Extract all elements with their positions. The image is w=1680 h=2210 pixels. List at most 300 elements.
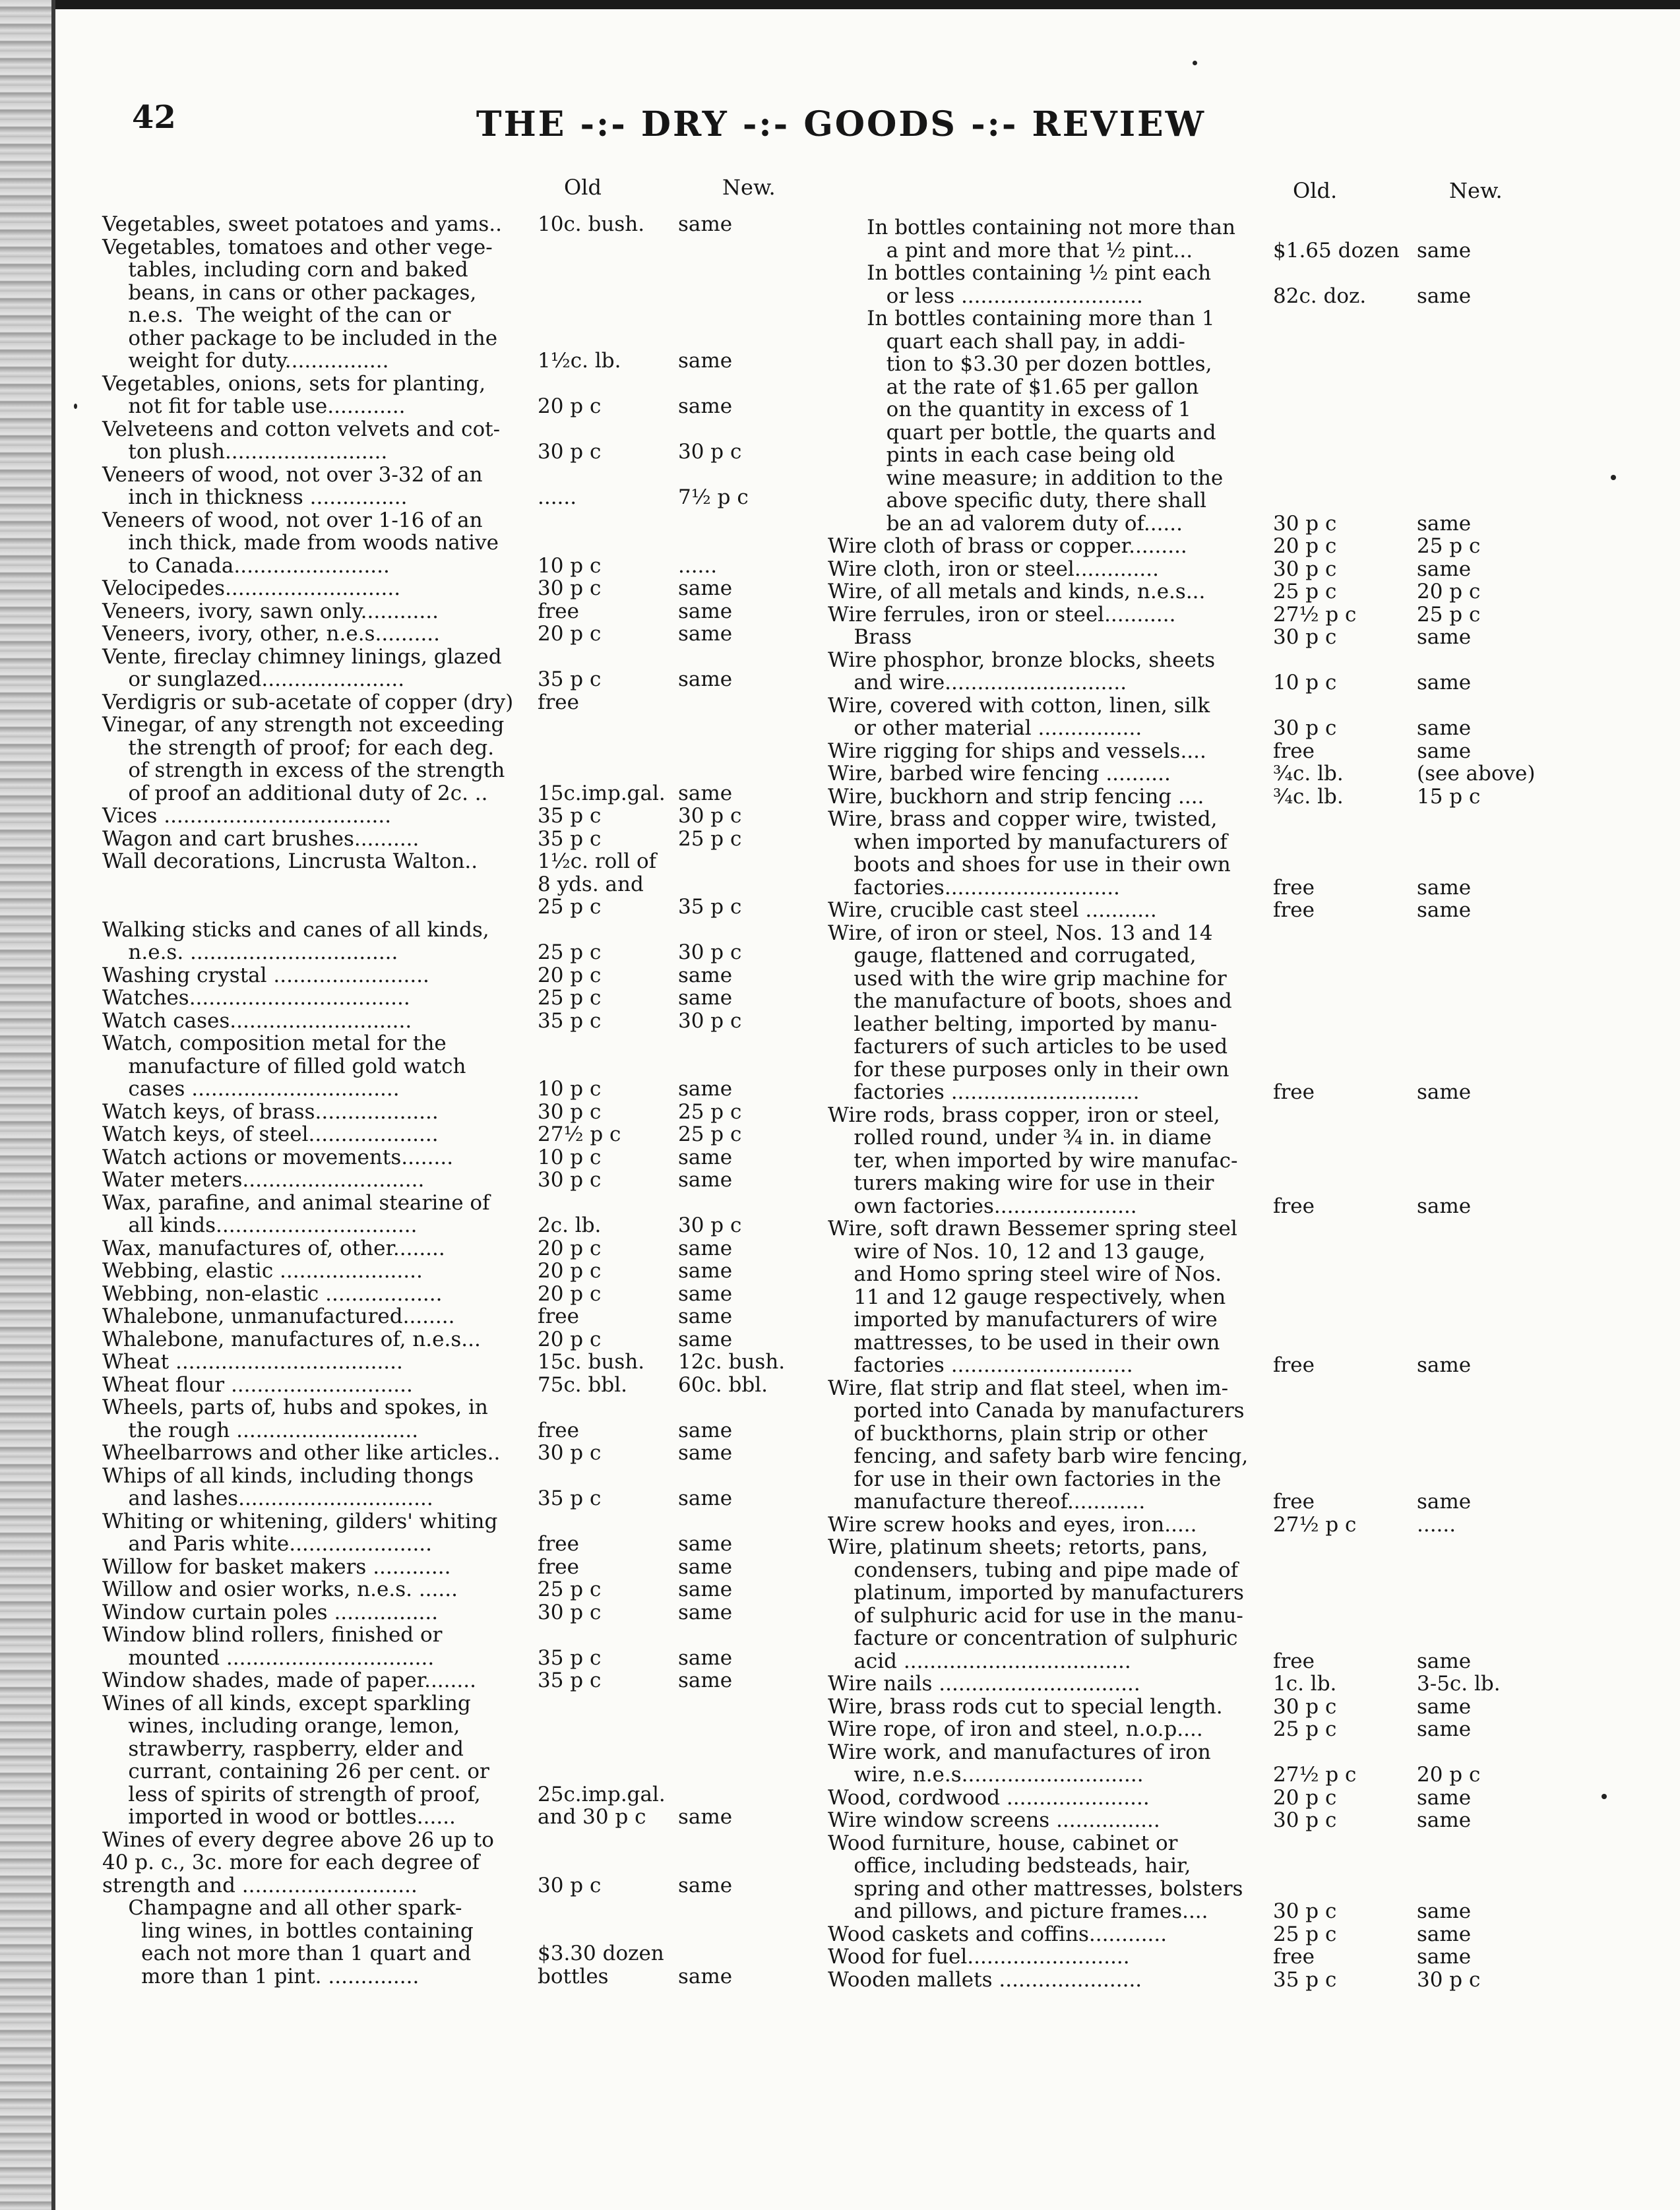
new-rate: 30 p c	[678, 804, 742, 828]
tariff-entry	[102, 1351, 785, 1374]
old-rate: 75c. bbl.	[538, 1372, 627, 1397]
item-description: Whalebone, unmanufactured........	[102, 1305, 455, 1328]
old-rate: 25 p c	[1273, 580, 1337, 603]
right-column	[828, 178, 1560, 1991]
old-rate: free	[538, 1554, 579, 1579]
tariff-entry	[102, 1260, 785, 1283]
new-rate: same	[1417, 1808, 1472, 1832]
new-rate: same	[678, 622, 733, 646]
item-description: Wagon and cart brushes..........	[102, 826, 420, 851]
new-rate: same	[1417, 1694, 1472, 1719]
new-rate: same	[678, 349, 733, 373]
new-rate: 30 p c	[678, 940, 742, 964]
new-rate: same	[678, 1578, 733, 1601]
item-description: Whiting or whitening, gilders' whiting and Paris white......................	[102, 1509, 498, 1556]
item-description: Willow for basket makers ............	[102, 1554, 451, 1579]
tariff-entry	[102, 964, 785, 987]
tariff-entry	[102, 1305, 785, 1328]
item-description: Wire, buckhorn and strip fencing ....	[828, 784, 1204, 809]
item-description: Vente, fireclay chimney linings, glazed or sunglazed......................	[102, 644, 502, 691]
item-description: Wire, barbed wire fencing ..........	[828, 762, 1171, 785]
tariff-entry	[102, 1283, 785, 1306]
old-rate: 35 p c	[538, 1008, 602, 1033]
tariff-entry	[828, 580, 1560, 603]
item-description: Wood caskets and coffins............	[828, 1922, 1167, 1946]
old-rate: 35 p c	[1273, 1967, 1337, 1992]
item-description: Veneers of wood, not over 3-32 of an inch in thickness ...............	[102, 462, 483, 509]
item-description: Walking sticks and canes of all kinds, n.e.s. ................................	[102, 917, 489, 964]
tariff-entry	[102, 1032, 785, 1101]
new-rate: same	[678, 1236, 733, 1260]
item-description: Wire, brass and copper wire, twisted, when imported by manufacturers of boots and shoes for use in their own factories...........................	[828, 807, 1231, 900]
new-rate: same	[678, 667, 733, 691]
new-rate: 30 p c	[678, 1213, 742, 1237]
tariff-entry	[102, 1101, 785, 1124]
tariff-entry	[102, 691, 785, 714]
new-rate: same	[678, 963, 733, 987]
item-description: Wax, parafine, and animal stearine of all kinds...............................	[102, 1190, 490, 1237]
old-rate: 20 p c	[538, 394, 602, 418]
item-description: Watch actions or movements........	[102, 1145, 454, 1169]
old-rate: 1c. lb.	[1273, 1672, 1337, 1696]
item-description: In bottles containing not more than a pint and more that ½ pint...	[867, 216, 1235, 262]
old-rate: 35 p c	[538, 1487, 602, 1510]
item-description: Verdigris or sub-acetate of copper (dry)	[102, 690, 514, 714]
new-rate: 15 p c	[1417, 784, 1481, 809]
new-rate: 25 p c	[1417, 602, 1481, 627]
old-rate: 30 p c	[538, 1600, 602, 1624]
tariff-entry	[102, 805, 785, 828]
item-description: Wire, of all metals and kinds, n.e.s...	[828, 580, 1206, 603]
item-description	[102, 873, 528, 896]
item-description: Wire nails ...............................	[828, 1672, 1140, 1696]
item-description: Willow and osier works, n.e.s. ......	[102, 1578, 458, 1601]
old-rate: ¾c. lb.	[1273, 762, 1344, 785]
tariff-entry	[102, 873, 785, 896]
new-rate: same	[1417, 1490, 1472, 1514]
old-rate: free	[1273, 1353, 1315, 1377]
old-rate: free	[1273, 1649, 1315, 1673]
old-rate: 20 p c	[1273, 1785, 1337, 1810]
new-rate: same	[1417, 716, 1472, 740]
old-rate: 30 p c	[538, 1099, 602, 1124]
new-rate: same	[1417, 557, 1472, 581]
new-rate: same	[678, 1805, 733, 1829]
new-rate: same	[678, 1600, 733, 1624]
old-rate: 30 p c	[1273, 1694, 1337, 1719]
old-rate: ¾c. lb.	[1273, 784, 1344, 809]
item-description: Wire, brass rods cut to special length.	[828, 1694, 1223, 1719]
old-rate: 15c.imp.gal.	[538, 781, 666, 805]
page-gutter-shadow	[51, 0, 55, 2210]
new-rate: same	[678, 599, 733, 623]
new-rate: ......	[1417, 1512, 1456, 1537]
item-description: In bottles containing more than 1 quart each shall pay, in addi- tion to $3.30 per dozen bottles, at the rate of $1.65 per gallon on the quantity in excess of 1 quart per bottle, the quarts and pints in each case being old wine measure; in addition to the above specific duty, there shall be an ad valorem duty of......	[867, 307, 1224, 536]
new-rate: same	[678, 1532, 733, 1556]
old-rate: free	[1273, 739, 1315, 763]
old-rate: 35 p c	[538, 1669, 602, 1692]
tariff-entry	[828, 1673, 1560, 1696]
tariff-entry	[102, 1328, 785, 1351]
new-rate: same	[678, 1281, 733, 1306]
old-rate: 10 p c	[538, 1077, 602, 1101]
tariff-entry	[828, 535, 1560, 558]
scan-speck	[1602, 1794, 1607, 1799]
new-rate: same	[1417, 511, 1472, 536]
new-rate: same	[678, 1327, 733, 1351]
new-rate: same	[678, 394, 733, 418]
item-description: Webbing, non-elastic ..................	[102, 1281, 443, 1306]
old-rate: free	[538, 599, 579, 623]
tariff-entry	[828, 307, 1560, 535]
item-description: Wire, covered with cotton, linen, silk or other material ................	[828, 693, 1210, 740]
tariff-entry	[828, 649, 1560, 694]
item-description: Vegetables, sweet potatoes and yams..	[102, 212, 503, 236]
new-rate: same	[1417, 1922, 1472, 1946]
tariff-entry	[828, 899, 1560, 922]
new-rate: same	[1417, 1649, 1472, 1673]
item-description: Wall decorations, Lincrusta Walton..	[102, 849, 478, 873]
item-description: Wooden mallets ......................	[828, 1967, 1142, 1992]
old-rate: 20 p c	[538, 1236, 602, 1260]
old-rate: 27½ p c	[1273, 602, 1357, 627]
old-rate: free	[1273, 875, 1315, 900]
old-rate: 10c. bush.	[538, 212, 645, 236]
item-description: Wire screw hooks and eyes, iron.....	[828, 1512, 1197, 1537]
tariff-entry	[102, 418, 785, 464]
new-rate: same	[678, 1441, 733, 1465]
new-rate: ......	[678, 553, 718, 578]
new-rate: (see above)	[1417, 762, 1536, 785]
item-description: Whalebone, manufactures of, n.e.s...	[102, 1327, 481, 1351]
tariff-entry	[102, 1624, 785, 1669]
tariff-entry	[102, 1829, 785, 1897]
old-rate: 25c.imp.gal. and 30 p c	[538, 1782, 666, 1829]
old-rate: 1½c. roll of	[538, 849, 657, 873]
masthead-title: THE -:- DRY -:- GOODS -:- REVIEW	[476, 104, 1206, 144]
new-rate-header: New.	[722, 175, 776, 200]
item-description: Wines of all kinds, except sparkling wines, including orange, lemon, strawberry, raspberry, elder and currant, containing 26 per cent. or less of spirits of strength of proof, imported in wood or bottles......	[102, 1691, 489, 1829]
tariff-entry	[102, 1556, 785, 1579]
item-description: Velveteens and cotton velvets and cot- ton plush.........................	[102, 417, 501, 464]
tariff-entry	[828, 216, 1560, 262]
old-rate: 82c. doz.	[1273, 284, 1367, 308]
tariff-entry	[102, 987, 785, 1010]
old-rate: free	[538, 1532, 579, 1556]
new-rate: same	[1417, 625, 1472, 649]
new-rate: same	[1417, 238, 1472, 262]
item-description	[102, 896, 528, 919]
new-rate: 30 p c	[678, 1008, 742, 1033]
tariff-entry	[102, 1169, 785, 1192]
tariff-entry	[102, 373, 785, 418]
item-description: Wire cloth of brass or copper.........	[828, 534, 1187, 558]
item-description: Window curtain poles ................	[102, 1600, 439, 1624]
old-rate: 20 p c	[538, 622, 602, 646]
tariff-entry	[102, 577, 785, 600]
old-rate: 35 p c	[538, 667, 602, 691]
new-rate: same	[1417, 1945, 1472, 1969]
tariff-entry	[102, 213, 785, 236]
item-description: Wire, crucible cast steel ...........	[828, 898, 1157, 922]
old-rate: 25 p c	[538, 986, 602, 1010]
new-rate: same	[678, 1873, 733, 1897]
new-rate: same	[678, 1645, 733, 1670]
new-rate: same	[678, 1964, 733, 1988]
item-description: Wire cloth, iron or steel.............	[828, 557, 1159, 581]
new-rate: 25 p c	[1417, 534, 1481, 558]
new-rate: same	[678, 781, 733, 805]
new-rate: same	[678, 1145, 733, 1169]
tariff-entry	[828, 558, 1560, 581]
tariff-entry	[828, 1696, 1560, 1719]
old-rate: $3.30 dozen bottles	[538, 1942, 664, 1988]
tariff-list	[102, 213, 785, 1988]
tariff-entry	[828, 1104, 1560, 1218]
tariff-entry	[828, 1718, 1560, 1741]
old-rate: 20 p c	[1273, 534, 1337, 558]
new-rate: same	[1417, 1785, 1472, 1810]
item-description: Wire ferrules, iron or steel...........	[828, 602, 1176, 627]
old-rate: 30 p c	[538, 1441, 602, 1465]
tariff-entry	[102, 1192, 785, 1237]
new-rate: same	[678, 212, 733, 236]
tariff-entry	[828, 1946, 1560, 1969]
new-rate: 7½ p c	[678, 485, 749, 509]
item-description: Window blind rollers, finished or mounted ................................	[102, 1623, 443, 1670]
old-rate: 35 p c	[538, 804, 602, 828]
tariff-entry	[828, 1809, 1560, 1832]
tariff-entry	[102, 1374, 785, 1397]
scan-speck	[74, 404, 77, 409]
scan-top-edge	[0, 0, 1680, 9]
old-rate: 30 p c	[538, 440, 602, 464]
tariff-entry	[828, 1787, 1560, 1810]
item-description: Wheelbarrows and other like articles..	[102, 1441, 501, 1465]
old-rate: 1½c. lb.	[538, 349, 621, 373]
new-rate: same	[1417, 1353, 1472, 1377]
old-rate: ......	[538, 485, 577, 509]
tariff-entry	[102, 896, 785, 919]
item-description: Wines of every degree above 26 up to 40 p. c., 3c. more for each degree of strength and ...........................	[102, 1827, 494, 1897]
tariff-entry	[828, 1832, 1560, 1923]
tariff-list	[828, 216, 1560, 1991]
new-rate: 25 p c	[678, 1099, 742, 1124]
new-rate: same	[678, 1259, 733, 1283]
old-rate: 30 p c	[1273, 557, 1337, 581]
new-rate: same	[678, 1554, 733, 1579]
old-rate: 30 p c	[1273, 1899, 1337, 1923]
item-description: Vegetables, tomatoes and other vege- tables, including corn and baked beans, in cans or other packages, n.e.s. The weight of the can or other package to be included in the weight for duty................	[102, 235, 498, 373]
tariff-entry	[828, 1923, 1560, 1946]
tariff-entry	[828, 626, 1560, 649]
item-description: Veneers, ivory, sawn only............	[102, 599, 439, 623]
item-description: Vices ...................................	[102, 804, 392, 828]
new-rate: same	[1417, 1194, 1472, 1218]
old-rate: 8 yds. and	[538, 872, 644, 896]
item-description: Webbing, elastic ......................	[102, 1259, 423, 1283]
tariff-entry	[102, 919, 785, 964]
tariff-entry	[102, 1237, 785, 1260]
new-rate: same	[1417, 284, 1472, 308]
item-description: Wire rigging for ships and vessels....	[828, 739, 1206, 763]
item-description: Wire, soft drawn Bessemer spring steel wire of Nos. 10, 12 and 13 gauge, and Homo spring steel wire of Nos. 11 and 12 gauge respectively, when imported by manufacturers of wire mattresses, to be used in their own factories ............................	[828, 1217, 1237, 1377]
new-rate: same	[678, 1168, 733, 1192]
new-rate-header: New.	[1449, 178, 1503, 203]
new-rate: 30 p c	[1417, 1967, 1481, 1992]
item-description: Watch keys, of brass...................	[102, 1099, 439, 1124]
old-rate: 20 p c	[538, 1259, 602, 1283]
tariff-entry	[102, 1601, 785, 1624]
page-number: 42	[132, 99, 176, 136]
new-rate: same	[1417, 1080, 1472, 1104]
item-description: Veneers of wood, not over 1-16 of an inch thick, made from woods native to Canada........................	[102, 508, 499, 578]
old-rate: free	[1273, 1490, 1315, 1514]
old-rate: 35 p c	[538, 1645, 602, 1670]
new-rate: 30 p c	[678, 440, 742, 464]
old-rate: 10 p c	[1273, 671, 1337, 694]
column-header	[828, 178, 1560, 216]
new-rate: 25 p c	[678, 1122, 742, 1146]
tariff-entry	[828, 922, 1560, 1104]
item-description: Wood for fuel.........................	[828, 1945, 1130, 1969]
new-rate: 35 p c	[678, 895, 742, 919]
new-rate: same	[1417, 671, 1472, 694]
new-rate: same	[678, 1487, 733, 1510]
tariff-entry	[102, 236, 785, 373]
item-description: Wire work, and manufactures of iron wire, n.e.s............................	[828, 1740, 1211, 1787]
tariff-entry	[828, 808, 1560, 899]
old-rate: 30 p c	[538, 1168, 602, 1192]
new-rate: same	[1417, 1899, 1472, 1923]
tariff-entry	[102, 1396, 785, 1442]
old-rate: free	[1273, 898, 1315, 922]
old-rate: free	[1273, 1194, 1315, 1218]
old-rate: free	[538, 1305, 579, 1328]
old-rate: 2c. lb.	[538, 1213, 602, 1237]
tariff-entry	[828, 785, 1560, 809]
old-rate: 25 p c	[538, 940, 602, 964]
tariff-entry	[102, 623, 785, 646]
tariff-entry	[102, 1692, 785, 1829]
scan-speck	[1611, 475, 1616, 480]
old-rate: 30 p c	[1273, 1808, 1337, 1832]
tariff-entry	[102, 600, 785, 623]
old-rate: free	[1273, 1945, 1315, 1969]
tariff-entry	[102, 1578, 785, 1601]
item-description: Velocipedes...........................	[102, 576, 401, 600]
old-rate: 20 p c	[538, 1281, 602, 1306]
tariff-entry	[102, 1465, 785, 1510]
item-description: Washing crystal ........................	[102, 963, 429, 987]
tariff-entry	[102, 714, 785, 805]
item-description: Champagne and all other spark- ling wines, in bottles containing each not more than 1 quart and more than 1 pint. ..............	[128, 1896, 474, 1988]
new-rate: same	[1417, 898, 1472, 922]
tariff-entry	[102, 1442, 785, 1465]
item-description: Wheat ...................................	[102, 1350, 403, 1374]
tariff-entry	[828, 1536, 1560, 1673]
new-rate: same	[678, 986, 733, 1010]
tariff-entry	[828, 262, 1560, 307]
page-binding-edge	[0, 0, 51, 2210]
tariff-entry	[828, 694, 1560, 740]
old-rate: 30 p c	[538, 1873, 602, 1897]
column-header	[102, 175, 785, 213]
tariff-entry	[102, 850, 785, 873]
new-rate: same	[678, 1077, 733, 1101]
old-rate: free	[1273, 1080, 1315, 1104]
new-rate: 3-5c. lb.	[1417, 1672, 1501, 1696]
item-description: Wax, manufactures of, other........	[102, 1236, 445, 1260]
old-rate: 10 p c	[538, 553, 602, 578]
old-rate: 15c. bush.	[538, 1350, 645, 1374]
old-rate: 30 p c	[538, 576, 602, 600]
tariff-entry	[828, 1969, 1560, 1992]
item-description: Watches..................................	[102, 986, 410, 1010]
tariff-entry	[828, 1514, 1560, 1537]
old-rate: 20 p c	[538, 1327, 602, 1351]
new-rate: same	[678, 1669, 733, 1692]
new-rate: same	[678, 576, 733, 600]
item-description: Water meters............................	[102, 1168, 425, 1192]
new-rate: same	[678, 1418, 733, 1442]
item-description: In bottles containing ½ pint each or less ............................	[867, 261, 1212, 308]
old-rate: free	[538, 690, 579, 714]
new-rate: same	[678, 1305, 733, 1328]
new-rate: 60c. bbl.	[678, 1372, 768, 1397]
old-rate: 25 p c	[1273, 1717, 1337, 1741]
item-description: Watch, composition metal for the manufacture of filled gold watch cases ................................	[102, 1031, 466, 1101]
tariff-entry	[828, 1217, 1560, 1377]
left-column	[102, 175, 785, 1988]
tariff-entry	[102, 646, 785, 691]
item-description: Brass	[828, 625, 912, 649]
new-rate: same	[1417, 875, 1472, 900]
item-description: Wire, platinum sheets; retorts, pans, condensers, tubing and pipe made of platinum, imported by manufacturers of sulphuric acid for use in the manu- facture or concentration of sulphuric acid ...................................	[828, 1535, 1244, 1673]
old-rate: 20 p c	[538, 963, 602, 987]
old-rate: $1.65 dozen	[1273, 238, 1400, 262]
item-description: Whips of all kinds, including thongs and lashes..............................	[102, 1463, 474, 1510]
old-rate: 30 p c	[1273, 511, 1337, 536]
old-rate-header: Old	[564, 175, 602, 200]
old-rate-header: Old.	[1293, 178, 1338, 203]
old-rate: 25 p c	[1273, 1922, 1337, 1946]
item-description: Wire, of iron or steel, Nos. 13 and 14 gauge, flattened and corrugated, used with the wire grip machine for the manufacture of boots, shoes and leather belting, imported by manu- facturers of such articles to be used for these purposes only in their own factories .............................	[828, 921, 1232, 1104]
old-rate: 35 p c	[538, 826, 602, 851]
old-rate: 25 p c	[538, 895, 602, 919]
item-description: Wheat flour ............................	[102, 1372, 413, 1397]
new-rate: 25 p c	[678, 826, 742, 851]
new-rate: same	[1417, 739, 1472, 763]
tariff-entry	[828, 1741, 1560, 1787]
tariff-entry	[828, 1377, 1560, 1514]
old-rate: free	[538, 1418, 579, 1442]
item-description: Wheels, parts of, hubs and spokes, in the rough ............................	[102, 1396, 488, 1442]
old-rate: 27½ p c	[538, 1122, 621, 1146]
tariff-entry	[828, 762, 1560, 785]
item-description: Wire rods, brass copper, iron or steel, rolled round, under ¾ in. in diame ter, when imported by wire manufac- turers making wire for use in their own factories......................	[828, 1103, 1238, 1218]
tariff-entry	[102, 509, 785, 578]
new-rate: same	[1417, 1717, 1472, 1741]
tariff-entry	[102, 828, 785, 851]
item-description: Watch cases............................	[102, 1008, 412, 1033]
tariff-entry	[102, 1510, 785, 1556]
item-description: Wire phosphor, bronze blocks, sheets and wire............................	[828, 648, 1216, 694]
item-description: Veneers, ivory, other, n.e.s..........	[102, 622, 441, 646]
new-rate: 12c. bush.	[678, 1350, 786, 1374]
tariff-entry	[102, 1669, 785, 1692]
item-description: Wire, flat strip and flat steel, when im- ported into Canada by manufacturers of buckthorns, plain strip or other fencing, and safety barb wire fencing, for use in their own factories in the manufacture thereof............	[828, 1376, 1249, 1514]
